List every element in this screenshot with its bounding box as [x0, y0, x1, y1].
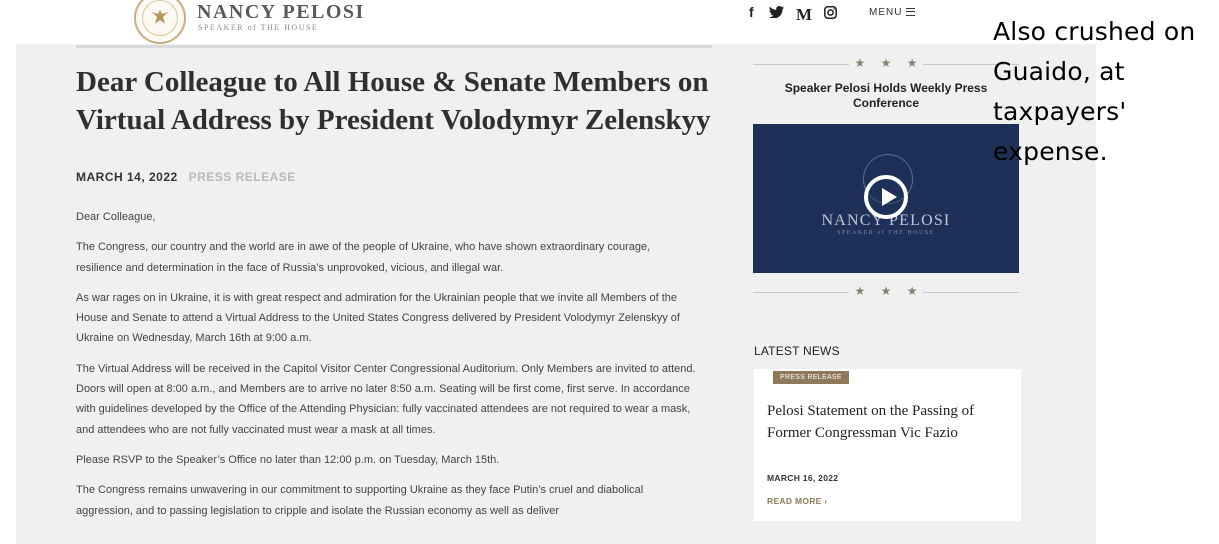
divider-line: [923, 292, 1019, 293]
annotation-line: expense.: [993, 137, 1108, 166]
article-category-link[interactable]: PRESS RELEASE: [188, 170, 296, 184]
annotation-line: Guaido, at: [993, 57, 1125, 86]
article-date: MARCH 14, 2022: [76, 170, 178, 184]
annotation-line: taxpayers': [993, 97, 1127, 126]
video-brand-subtitle: SPEAKER of THE HOUSE: [837, 230, 935, 236]
brand-name[interactable]: NANCY PELOSI: [197, 1, 365, 23]
stars-divider: [753, 56, 1019, 72]
article-paragraph: Dear Colleague,: [76, 211, 156, 223]
stars-divider: [753, 284, 1019, 300]
brand-subtitle: SPEAKER of THE HOUSE: [198, 23, 319, 32]
hamburger-icon: [906, 8, 915, 16]
play-icon[interactable]: [864, 175, 908, 219]
annotation-line: Also crushed on: [993, 17, 1196, 46]
article-paragraph: Please RSVP to the Speaker’s Office no later than 12:00 p.m. on Tuesday, March 15th.: [76, 453, 500, 466]
instagram-icon[interactable]: [824, 6, 837, 19]
latest-news-heading: LATEST NEWS: [754, 344, 840, 358]
article-paragraph: The Congress, our country and the world are in awe of the people of Ukraine, who have shown extraordinary courage, resilience and determination in the face of Russia’s unprovoked, vicious, and illegal war.: [76, 241, 651, 274]
stars-icon: ★ ★ ★: [854, 284, 924, 298]
video-player[interactable]: [753, 124, 1019, 273]
eagle-icon: [150, 8, 170, 26]
article-paragraph: As war rages on in Ukraine, it is with great respect and admiration for the Ukrainian people that we invite all Members of the House and Senate to attend a Virtual Address to the United States Congress delivered by President Volodymyr Zelenskyy of Ukraine on Wednesday, March 16th at 9:00 a.m.: [76, 291, 680, 345]
menu-button[interactable]: [869, 7, 915, 18]
article-top-divider: [76, 45, 712, 48]
article-paragraph: The Congress remains unwavering in our commitment to supporting Ukraine as they face Putin’s cruel and diabolical aggression, and to passing legislation to cripple and isolate the Russian economy as well as deliver: [76, 484, 644, 517]
medium-icon[interactable]: M: [796, 5, 813, 24]
news-title-link[interactable]: Pelosi Statement on the Passing of Former Congressman Vic Fazio: [767, 403, 975, 441]
menu-label: MENU: [869, 7, 903, 18]
article-meta: [76, 170, 296, 184]
stars-icon: ★ ★ ★: [854, 56, 924, 70]
news-badge[interactable]: PRESS RELEASE: [773, 371, 849, 384]
news-card[interactable]: [754, 369, 1021, 521]
seal-logo[interactable]: [134, 0, 186, 44]
read-more-link[interactable]: READ MORE ›: [767, 496, 828, 506]
facebook-icon[interactable]: f: [749, 4, 754, 20]
article-title: Dear Colleague to All House & Senate Members on Virtual Address by President Volodymyr Zelenskyy: [76, 66, 711, 136]
news-date: MARCH 16, 2022: [767, 473, 839, 483]
annotation-text: [993, 12, 1219, 172]
video-title[interactable]: Speaker Pelosi Holds Weekly Press Conference: [784, 81, 988, 110]
article-body: [76, 207, 696, 531]
article-paragraph: The Virtual Address will be received in the Capitol Visitor Center Congressional Auditorium. Only Members are invited to attend. Doors will open at 8:00 a.m., and Members are to arrive no later 8:50 a.m. Seating will be first come, first serve. In accordance with guidelines developed by the Office of the Attending Physician: fully vaccinated attendees are not required to wear a mask, and attendees who are not fully vaccinated must wear a mask at all times.: [76, 362, 696, 436]
twitter-icon[interactable]: [769, 6, 784, 18]
video-brand-name: NANCY PELOSI: [821, 212, 951, 229]
